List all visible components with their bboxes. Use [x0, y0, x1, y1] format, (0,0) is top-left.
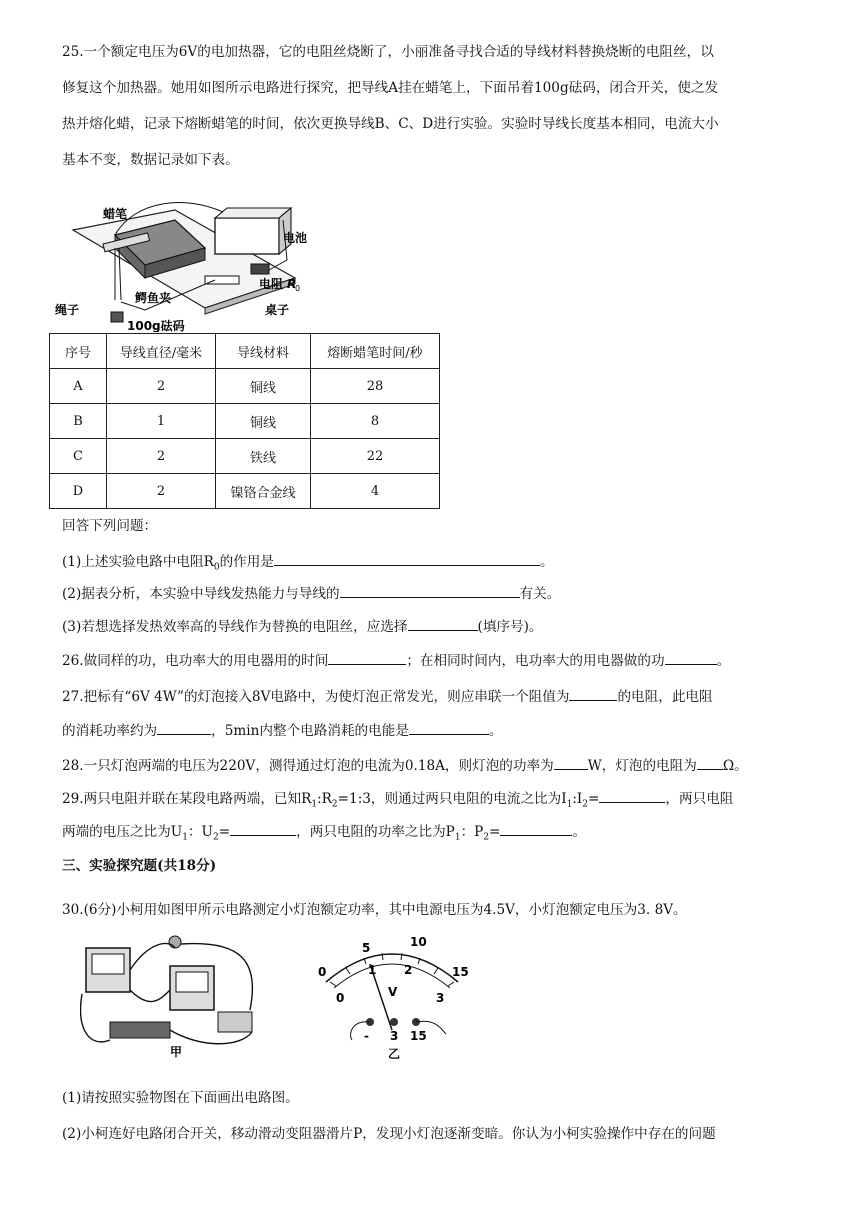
label-resistor-sub: 0: [295, 284, 301, 293]
table-header-row: [50, 334, 440, 369]
q29-sub: 1: [454, 832, 461, 843]
label-weight: 100g砝码: [127, 319, 185, 332]
q29-line2: [62, 821, 586, 848]
label-clip: 鳄鱼夹: [135, 291, 172, 305]
meter-unit: V: [388, 985, 398, 999]
q25-sub3-text: (3)若想选择发热效率高的导线作为替换的电阻丝，应选择: [62, 619, 408, 635]
section-heading: 三、实验探究题(共18分): [62, 858, 217, 874]
q29-text: =: [218, 824, 231, 840]
table-header-cell: 熔断蜡笔时间/秒: [311, 334, 440, 369]
label-rope: 绳子: [55, 303, 80, 317]
q25-sub3: [62, 616, 543, 637]
meter-top-tick: 0: [318, 965, 327, 979]
table-cell: 28: [311, 369, 440, 404]
meter-terminal: -: [364, 1029, 369, 1043]
q25-prompt: 回答下列问题：: [62, 518, 158, 534]
q26-end: 。: [716, 653, 731, 669]
q29-text: ：U: [187, 824, 214, 840]
q27-line1: [62, 686, 713, 707]
answer-blank[interactable]: [328, 650, 406, 665]
table-cell: 8: [311, 404, 440, 439]
q25-line3: 热并熔化蜡，记录下熔断蜡笔的时间，依次更换导线B、C、D进行实验。实验时导线长度基本相同，电流大小: [62, 116, 719, 132]
q27-text-d: ，5min内整个电路消耗的电能是: [211, 723, 409, 739]
fig-yi-label: 乙: [388, 1047, 401, 1060]
q25-sub2: [62, 583, 560, 604]
answer-blank[interactable]: [157, 720, 211, 735]
q27-text-a: 27.把标有“6V 4W”的灯泡接入8V电路中，为使灯泡正常发光，则应串联一个阻值为: [62, 689, 570, 705]
voltmeter-figure: [312, 930, 472, 1060]
table-cell: C: [50, 439, 107, 474]
q29-text: =: [588, 791, 600, 807]
q29-sub: 2: [483, 832, 490, 843]
table-cell: B: [50, 404, 107, 439]
q25-sub2-end: 有关。: [519, 586, 561, 602]
answer-blank[interactable]: [274, 551, 540, 566]
q29-line1: [62, 788, 733, 815]
table-row: [50, 369, 440, 404]
table-cell: 2: [107, 439, 216, 474]
q26: [62, 650, 730, 671]
table-header-cell: 导线直径/毫米: [107, 334, 216, 369]
q25-line1: 25.一个额定电压为6V的电加热器，它的电阻丝烧断了，小丽准备寻找合适的导线材料替换烧断的电阻丝，以: [62, 44, 714, 60]
q25-line4: 基本不变，数据记录如下表。: [62, 152, 239, 168]
q29-text: 两端的电压之比为U: [62, 824, 183, 840]
table-cell: 1: [107, 404, 216, 439]
label-resistor-symbol: R: [287, 277, 297, 291]
q29-end: 。: [572, 824, 587, 840]
table-header-cell: 导线材料: [216, 334, 311, 369]
table-cell: 4: [311, 474, 440, 509]
q29-text: :R: [317, 791, 332, 807]
q29-sub: 1: [566, 799, 573, 810]
meter-top-tick: 10: [410, 935, 427, 949]
label-crayon: 蜡笔: [103, 207, 128, 221]
q29-text: ，两只电阻的功率之比为P: [296, 824, 455, 840]
table-row: [50, 404, 440, 439]
q26-text-a: 26.做同样的功，电功率大的用电器用的时间: [62, 653, 329, 669]
q25-sub3-end: (填序号)。: [477, 619, 543, 635]
answer-blank[interactable]: [340, 583, 520, 598]
answer-blank[interactable]: [554, 755, 588, 770]
meter-top-tick: 15: [452, 965, 469, 979]
q27-text-c: 的消耗功率约为: [62, 723, 158, 739]
meter-terminal: 3: [390, 1029, 399, 1043]
meter-terminal: 15: [410, 1029, 427, 1043]
table-cell: 铁线: [216, 439, 311, 474]
answer-blank[interactable]: [408, 616, 478, 631]
results-table: [49, 333, 440, 509]
q29-text: ，两只电阻: [665, 791, 734, 807]
label-battery: 电池: [283, 231, 308, 245]
meter-top-tick: 5: [362, 941, 371, 955]
q29-sub: 1: [311, 799, 318, 810]
q26-text-b: ；在相同时间内，电功率大的用电器做的功: [406, 653, 665, 669]
meter-bottom-tick: 1: [368, 963, 377, 977]
answer-blank[interactable]: [230, 821, 296, 836]
meter-bottom-tick: 0: [336, 991, 345, 1005]
table-cell: 镍铬合金线: [216, 474, 311, 509]
q27-line2: [62, 720, 503, 741]
table-cell: 铜线: [216, 369, 311, 404]
meter-bottom-tick: 3: [436, 991, 445, 1005]
q29-sub: 2: [582, 799, 589, 810]
table-cell: 2: [107, 369, 216, 404]
q29-sub: 2: [331, 799, 338, 810]
table-cell: D: [50, 474, 107, 509]
q25-sub1-end: 。: [539, 554, 554, 570]
q25-line2: 修复这个加热器。她用如图所示电路进行探究，把导线A挂在蜡笔上，下面吊着100g砝码，闭合开关，使之发: [62, 80, 719, 96]
q30-text: 30.(6分)小柯用如图甲所示电路测定小灯泡额定功率，其中电源电压为4.5V，小灯泡额定电压为3. 8V。: [62, 902, 687, 918]
q28-end: Ω。: [722, 758, 748, 774]
table-row: [50, 439, 440, 474]
table-header-cell: 序号: [50, 334, 107, 369]
meter-bottom-tick: 2: [404, 963, 413, 977]
table-row: [50, 474, 440, 509]
q25-sub1: [62, 551, 554, 578]
fig-jia-label: 甲: [170, 1045, 183, 1058]
circuit-photo-figure: [80, 930, 280, 1058]
q25-sub1-text-b: 的作用是: [219, 554, 274, 570]
q30-sub2: (2)小柯连好电路闭合开关，移动滑动变阻器滑片P，发现小灯泡逐渐变暗。你认为小柯实验操作中存在的问题: [62, 1126, 716, 1142]
answer-blank[interactable]: [599, 788, 665, 803]
q28-text-b: W，灯泡的电阻为: [587, 758, 697, 774]
answer-blank[interactable]: [697, 755, 723, 770]
q28-text-a: 28.一只灯泡两端的电压为220V，测得通过灯泡的电流为0.18A，则灯泡的功率为: [62, 758, 554, 774]
q25-sub2-text: (2)据表分析，本实验中导线发热能力与导线的: [62, 586, 340, 602]
crayon-experiment-figure: [55, 190, 315, 332]
q29-text: 29.两只电阻并联在某段电路两端，已知R: [62, 791, 312, 807]
q27-end: 。: [488, 723, 503, 739]
table-cell: 2: [107, 474, 216, 509]
q25-sub1-subscript: 0: [213, 562, 220, 573]
answer-blank[interactable]: [665, 650, 717, 665]
q28: [62, 755, 748, 776]
q27-text-b: 的电阻，此电阻: [617, 689, 713, 705]
label-resistor: 电阻: [259, 277, 284, 291]
q29-text: =1:3，则通过两只电阻的电流之比为I: [337, 791, 567, 807]
q30-sub1: (1)请按照实验物图在下面画出电路图。: [62, 1090, 299, 1106]
q29-sub: 1: [182, 832, 188, 843]
answer-blank[interactable]: [500, 821, 572, 836]
answer-blank[interactable]: [409, 720, 489, 735]
q29-text: ：P: [460, 824, 484, 840]
table-cell: A: [50, 369, 107, 404]
answer-blank[interactable]: [569, 686, 617, 701]
q29-text: :I: [572, 791, 583, 807]
table-cell: 铜线: [216, 404, 311, 439]
label-desk: 桌子: [265, 303, 290, 317]
q29-text: =: [489, 824, 501, 840]
q29-sub: 2: [213, 832, 219, 843]
q25-sub1-text: (1)上述实验电路中电阻R: [62, 554, 214, 570]
table-cell: 22: [311, 439, 440, 474]
